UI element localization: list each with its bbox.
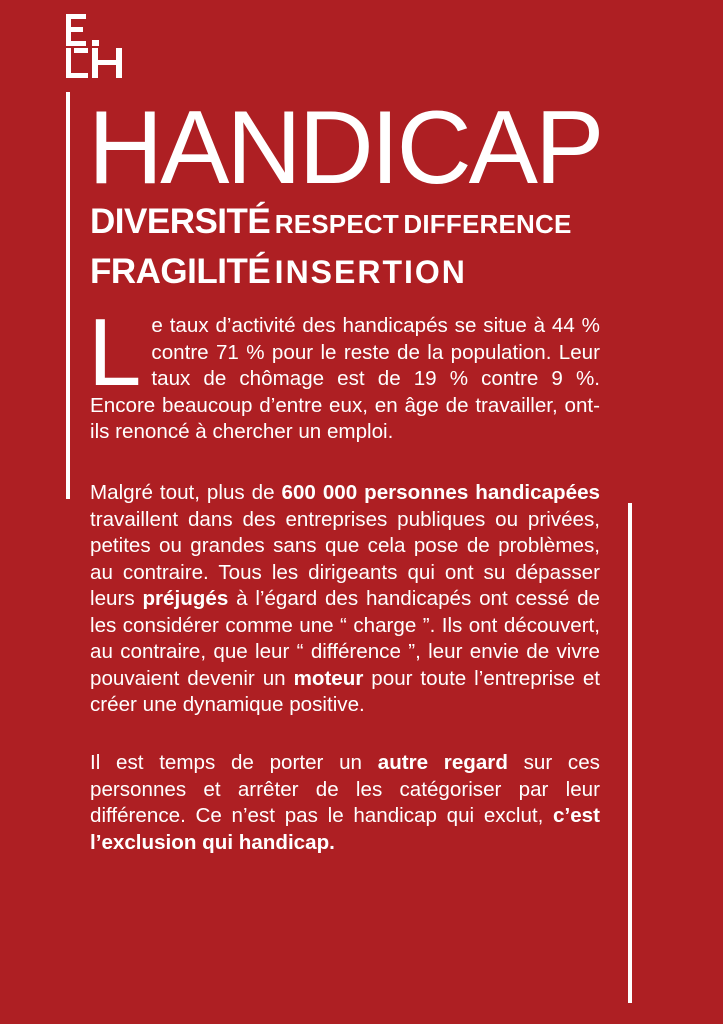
paragraph-3 — [90, 750, 600, 856]
paragraph-2-text-4: pour toute l’entreprise et créer une dynamique positive. — [90, 666, 600, 716]
highlight-moteur: moteur — [293, 666, 364, 690]
keyword-respect: RESPECT — [274, 209, 399, 239]
page-title: HANDICAP — [88, 90, 602, 206]
drop-cap: L — [88, 299, 142, 406]
keywords-line-2 — [90, 254, 467, 289]
keyword-difference: DIFFERENCE — [403, 209, 572, 239]
paragraph-2-text-2: travaillent dans des entreprises publiques ou privées, petites ou grandes sans que cela pose de problèmes, au contraire. Tous les dirigeants qui ont su dépasser leurs — [90, 507, 600, 610]
paragraph-1-text: e taux d’activité des handicapés se situe à 44 % contre 71 % pour le reste de la population. Leur taux de chômage est de 19 % contre 9 %. Encore beaucoup d’entre eux, en âge de travailler, ont-ils renoncé à chercher un emploi. — [90, 314, 600, 443]
right-vertical-rule — [628, 503, 632, 1003]
eh-logo-graphic — [66, 14, 126, 78]
highlight-prejuges: préjugés — [142, 587, 229, 610]
paragraph-3-text-2: sur ces personnes et arrêter de les catégoriser par leur différence. Ce n’est pas le handicap qui exclut, — [90, 751, 600, 827]
left-vertical-rule — [66, 92, 70, 499]
paragraph-2 — [90, 480, 600, 719]
eh-logo — [66, 14, 126, 78]
paragraph-2-text-1: Malgré tout, plus de — [90, 481, 282, 504]
highlight-autre-regard: autre regard — [377, 751, 508, 774]
keyword-diversite: DIVERSITÉ — [90, 202, 271, 241]
paragraph-3-text-1: Il est temps de porter un — [90, 751, 378, 774]
closing-statement: c’est l’exclusion qui handicap. — [90, 804, 600, 854]
paragraph-2-text-3: à l’égard des handicapés ont cessé de les considérer comme une “ charge ”. Ils ont découvert, au contraire, que leur “ différence ”, leur envie de vivre pouvaient devenir un — [90, 587, 601, 690]
paragraph-1 — [88, 299, 600, 446]
keywords-line-1 — [90, 204, 572, 239]
highlight-600000: 600 000 personnes handicapées — [281, 481, 600, 504]
keyword-fragilite: FRAGILITÉ — [90, 252, 271, 291]
keyword-insertion: INSERTION — [274, 254, 467, 290]
